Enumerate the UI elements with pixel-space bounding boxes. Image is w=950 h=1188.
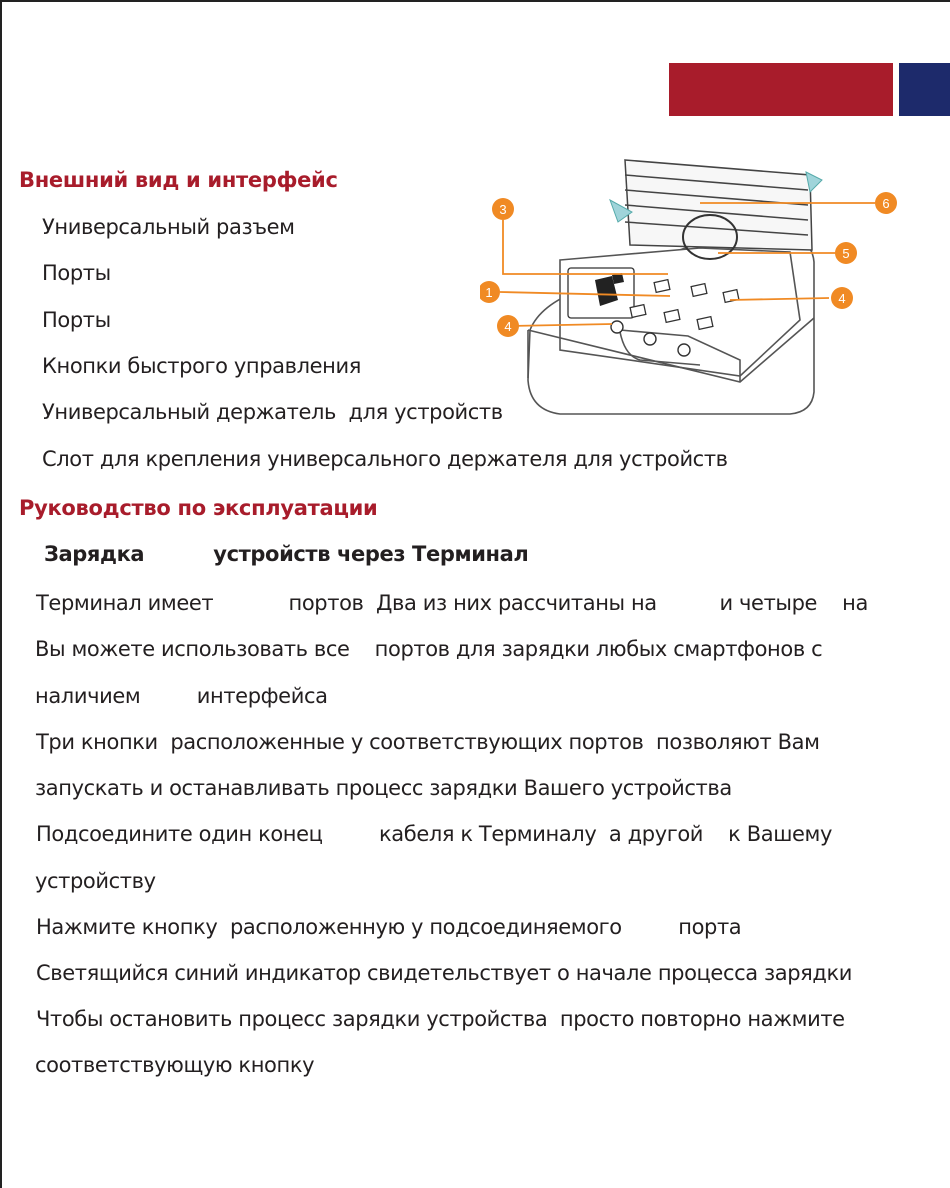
callout-label: 5	[842, 246, 850, 261]
callout-label: 4	[838, 291, 846, 306]
manual-heading: Руководство по эксплуатации	[19, 496, 378, 520]
manual-subheading: Зарядка устройств через Терминал	[44, 542, 529, 566]
callout-label: 3	[499, 202, 507, 217]
appearance-item: Слот для крепления универсального держателя для устройств	[42, 447, 728, 471]
callout-label: 4	[504, 319, 512, 334]
manual-line: Вы можете использовать все портов для зарядки любых смартфонов с	[35, 637, 823, 661]
manual-line: Подсоедините один конец кабеля к Терминалу а другой к Вашему	[36, 822, 832, 846]
manual-line: соответствующую кнопку	[35, 1053, 315, 1077]
page-border-left	[0, 0, 2, 1188]
appearance-item: Универсальный разъем	[42, 215, 295, 239]
manual-line: устройству	[35, 869, 156, 893]
manual-line: наличием интерфейса	[35, 684, 328, 708]
manual-line: Терминал имеет портов Два из них рассчитаны на и четыре на	[36, 591, 868, 615]
terminal-device-illustration	[480, 150, 920, 425]
callout-label: 6	[882, 196, 890, 211]
manual-line: запускать и останавливать процесс зарядки Вашего устройства	[35, 776, 732, 800]
header-blue-bar	[899, 63, 950, 116]
page-border-top	[0, 0, 950, 2]
manual-line: Три кнопки расположенные у соответствующих портов позволяют Вам	[36, 730, 820, 754]
appearance-item: Универсальный держатель для устройств	[42, 400, 503, 424]
manual-line: Нажмите кнопку расположенную у подсоединяемого порта	[36, 915, 742, 939]
appearance-item: Порты	[42, 308, 111, 332]
callout-label: 1	[485, 285, 493, 300]
appearance-item: Кнопки быстрого управления	[42, 354, 361, 378]
appearance-heading: Внешний вид и интерфейс	[19, 168, 338, 192]
manual-line: Светящийся синий индикатор свидетельствует о начале процесса зарядки	[36, 961, 853, 985]
appearance-item: Порты	[42, 261, 111, 285]
header-red-bar	[669, 63, 893, 116]
manual-line: Чтобы остановить процесс зарядки устройства просто повторно нажмите	[36, 1007, 845, 1031]
